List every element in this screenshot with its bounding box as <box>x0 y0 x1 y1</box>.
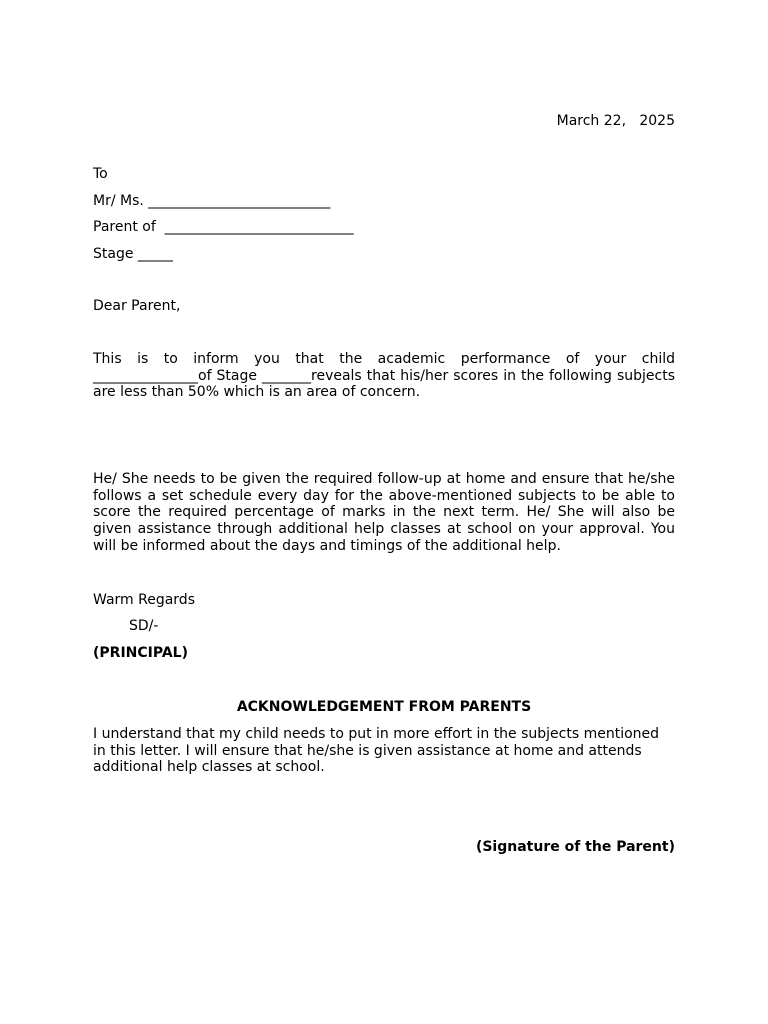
signatory: (PRINCIPAL) <box>93 645 188 661</box>
acknowledgement-title: ACKNOWLEDGEMENT FROM PARENTS <box>236 699 532 715</box>
parent-signature-label: (Signature of the Parent) <box>475 839 675 855</box>
recipient-line: Mr/ Ms. __________________________ <box>93 193 331 209</box>
acknowledgement-text: I understand that my child needs to put in more effort in the subjects mentioned in this letter. I will ensure that he/she is given assistance at home and attends additional help classes at school. <box>93 726 660 776</box>
body-paragraph-2: He/ She needs to be given the required follow-up at home and ensure that he/she follows a set schedule every day for the above-mentioned subjects to be able to score the required percentage of marks in the next term. He/ She will also be given assistance through additional help classes at school on your approval. You will be informed about the days and timings of the additional help. <box>93 471 675 554</box>
salutation: Dear Parent, <box>93 298 181 314</box>
parent-of-line: Parent of ___________________________ <box>93 219 354 235</box>
letter-date: March 22, 2025 <box>556 113 675 129</box>
sd-mark: SD/- <box>129 618 159 634</box>
to-line: To <box>93 166 108 182</box>
body-paragraph-1: This is to inform you that the academic performance of your child _______________of Stage _______reveals that his/her scores in the following subjects are less than 50% which is an area of concern. <box>93 351 675 401</box>
stage-line: Stage _____ <box>93 246 173 262</box>
closing: Warm Regards <box>93 592 195 608</box>
